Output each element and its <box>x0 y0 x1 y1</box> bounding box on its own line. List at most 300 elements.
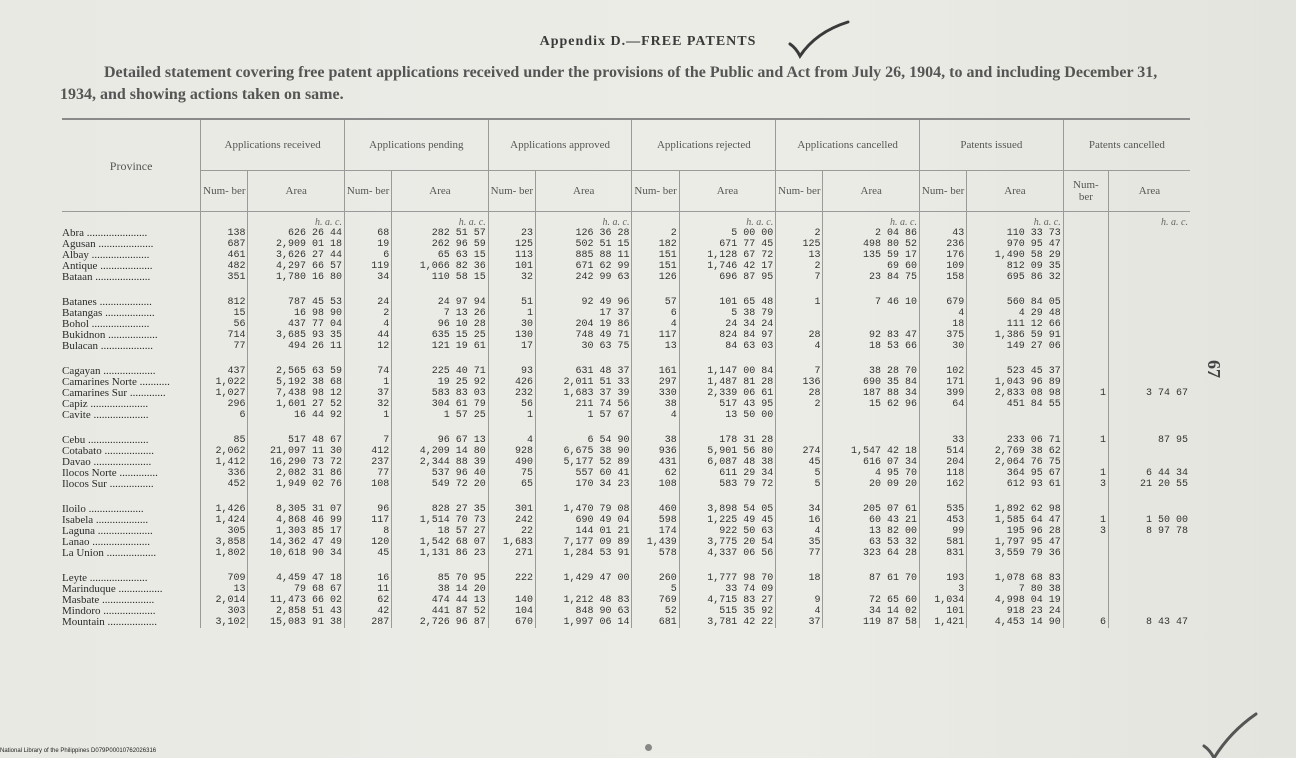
number-header: Num- ber <box>632 171 679 212</box>
number-cell: 64 <box>919 399 966 410</box>
number-cell: 9 <box>776 595 823 606</box>
area-cell: 16,290 73 72 <box>248 457 345 468</box>
number-cell: 151 <box>632 261 679 272</box>
number-cell: 4 <box>776 526 823 537</box>
province-name: Isabela ................... <box>62 515 149 526</box>
number-cell: 1,802 <box>201 548 248 559</box>
number-cell: 22 <box>488 526 535 537</box>
separator-cell <box>919 352 966 366</box>
area-cell: 1,949 02 76 <box>248 479 345 490</box>
separator-cell <box>201 352 248 366</box>
area-cell: 3,559 79 36 <box>967 548 1064 559</box>
group-separator-row <box>62 559 1190 573</box>
number-cell: 28 <box>776 388 823 399</box>
area-cell: 2,344 88 39 <box>392 457 489 468</box>
number-cell: 136 <box>776 377 823 388</box>
number-cell: 1 <box>776 297 823 308</box>
units-cell <box>488 212 535 229</box>
area-cell: 149 27 06 <box>967 341 1064 352</box>
area-cell <box>535 584 632 595</box>
number-cell: 17 <box>488 341 535 352</box>
separator-cell <box>823 421 920 435</box>
number-cell: 68 <box>344 228 391 239</box>
area-cell: 696 87 95 <box>679 272 776 283</box>
separator-cell <box>248 421 345 435</box>
separator-cell <box>344 559 391 573</box>
separator-cell <box>535 559 632 573</box>
area-cell <box>1108 308 1190 319</box>
table-row <box>62 479 1190 490</box>
number-cell: 1 <box>1063 468 1108 479</box>
separator-cell <box>823 352 920 366</box>
number-cell <box>1063 297 1108 308</box>
number-cell: 34 <box>344 272 391 283</box>
separator-cell <box>776 559 823 573</box>
units-label: h. a. c. <box>392 212 489 229</box>
table-row <box>62 228 1190 239</box>
number-header: Num- ber <box>1063 171 1108 212</box>
group-header: Applications rejected <box>632 119 776 171</box>
area-cell: 451 84 55 <box>967 399 1064 410</box>
area-header: Area <box>823 171 920 212</box>
number-cell: 598 <box>632 515 679 526</box>
handwritten-checkmark-icon <box>1200 712 1260 758</box>
area-cell: 1,777 98 70 <box>679 573 776 584</box>
separator-cell <box>392 421 489 435</box>
number-cell <box>1063 584 1108 595</box>
table-row <box>62 239 1190 250</box>
number-cell: 1 <box>1063 435 1108 446</box>
group-separator-row <box>62 283 1190 297</box>
area-cell: 671 77 45 <box>679 239 776 250</box>
table-row <box>62 617 1190 628</box>
number-cell <box>488 584 535 595</box>
province-name: Marinduque ................ <box>62 584 163 595</box>
separator-cell <box>1108 283 1190 297</box>
area-cell: 494 26 11 <box>248 341 345 352</box>
number-cell: 38 <box>632 435 679 446</box>
separator-cell <box>823 559 920 573</box>
area-header: Area <box>535 171 632 212</box>
number-cell: 237 <box>344 457 391 468</box>
number-cell: 62 <box>344 595 391 606</box>
area-cell: 748 49 71 <box>535 330 632 341</box>
area-cell: 671 62 99 <box>535 261 632 272</box>
number-cell: 56 <box>201 319 248 330</box>
area-cell: 1,490 58 29 <box>967 250 1064 261</box>
area-cell: 126 36 28 <box>535 228 632 239</box>
area-cell: 517 43 95 <box>679 399 776 410</box>
separator-cell <box>1108 559 1190 573</box>
group-separator-row <box>62 421 1190 435</box>
area-cell <box>1108 446 1190 457</box>
province-name: Bataan .................... <box>62 272 151 283</box>
number-cell: 140 <box>488 595 535 606</box>
number-cell <box>1063 504 1108 515</box>
area-cell: 144 01 21 <box>535 526 632 537</box>
area-cell: 10,618 90 34 <box>248 548 345 559</box>
number-cell: 2 <box>776 228 823 239</box>
area-cell: 323 64 28 <box>823 548 920 559</box>
separator-cell <box>776 352 823 366</box>
separator-cell <box>776 490 823 504</box>
separator-cell <box>488 490 535 504</box>
number-cell: 162 <box>919 479 966 490</box>
separator-cell <box>201 421 248 435</box>
number-cell: 7 <box>776 272 823 283</box>
area-cell: 2,858 51 43 <box>248 606 345 617</box>
area-cell: 242 99 63 <box>535 272 632 283</box>
number-cell: 679 <box>919 297 966 308</box>
area-cell: 1 57 67 <box>535 410 632 421</box>
number-cell: 45 <box>776 457 823 468</box>
number-cell: 296 <box>201 399 248 410</box>
number-cell: 271 <box>488 548 535 559</box>
area-cell <box>1108 319 1190 330</box>
area-cell: 18 53 66 <box>823 341 920 352</box>
province-name: Bulacan ................... <box>62 341 154 352</box>
area-cell: 96 10 28 <box>392 319 489 330</box>
number-cell: 171 <box>919 377 966 388</box>
number-cell: 437 <box>201 366 248 377</box>
group-header: Patents issued <box>919 119 1063 171</box>
number-cell: 52 <box>632 606 679 617</box>
sub-header-row <box>62 171 1190 212</box>
separator-cell <box>1108 490 1190 504</box>
area-cell <box>1108 341 1190 352</box>
number-cell: 32 <box>488 272 535 283</box>
number-cell: 8 <box>344 526 391 537</box>
number-cell: 412 <box>344 446 391 457</box>
number-cell: 7 <box>776 366 823 377</box>
area-cell: 537 96 40 <box>392 468 489 479</box>
number-cell: 28 <box>776 330 823 341</box>
number-cell <box>1063 330 1108 341</box>
number-cell: 1,022 <box>201 377 248 388</box>
number-cell: 687 <box>201 239 248 250</box>
province-name: Masbate ................... <box>62 595 155 606</box>
number-cell: 1,439 <box>632 537 679 548</box>
area-cell: 970 95 47 <box>967 239 1064 250</box>
area-cell: 1,386 59 91 <box>967 330 1064 341</box>
area-cell: 195 96 28 <box>967 526 1064 537</box>
area-cell: 38 14 20 <box>392 584 489 595</box>
number-cell: 23 <box>488 228 535 239</box>
number-cell <box>1063 446 1108 457</box>
area-cell: 1,547 42 18 <box>823 446 920 457</box>
area-cell <box>1108 595 1190 606</box>
area-cell: 1,212 48 83 <box>535 595 632 606</box>
number-cell: 812 <box>201 297 248 308</box>
area-cell: 690 49 04 <box>535 515 632 526</box>
area-cell: 557 60 41 <box>535 468 632 479</box>
number-cell <box>776 584 823 595</box>
area-cell: 15,083 91 38 <box>248 617 345 628</box>
number-cell: 30 <box>919 341 966 352</box>
table-row <box>62 573 1190 584</box>
separator-cell <box>632 283 679 297</box>
number-cell: 65 <box>488 479 535 490</box>
footer-note: National Library of the Philippines D079P00010762026316 <box>0 748 157 754</box>
area-cell: 65 63 15 <box>392 250 489 261</box>
area-cell: 24 97 94 <box>392 297 489 308</box>
area-cell: 1,487 81 28 <box>679 377 776 388</box>
area-cell: 1,303 85 17 <box>248 526 345 537</box>
separator-cell <box>679 421 776 435</box>
table-row <box>62 410 1190 421</box>
number-cell: 4 <box>632 319 679 330</box>
number-cell: 351 <box>201 272 248 283</box>
province-name: Abra ...................... <box>62 228 148 239</box>
area-cell: 7,438 98 12 <box>248 388 345 399</box>
units-cell <box>201 212 248 229</box>
area-cell: 13 50 00 <box>679 410 776 421</box>
number-cell: 2 <box>776 399 823 410</box>
separator-cell <box>679 559 776 573</box>
table-body <box>62 212 1190 629</box>
province-name: Capiz ..................... <box>62 399 149 410</box>
number-cell <box>776 435 823 446</box>
area-cell: 187 88 34 <box>823 388 920 399</box>
area-cell: 437 77 04 <box>248 319 345 330</box>
area-cell: 4 29 48 <box>967 308 1064 319</box>
number-cell: 99 <box>919 526 966 537</box>
area-cell: 19 25 92 <box>392 377 489 388</box>
number-cell: 5 <box>632 584 679 595</box>
number-cell: 4 <box>632 410 679 421</box>
table-row <box>62 548 1190 559</box>
area-cell: 3,781 42 22 <box>679 617 776 628</box>
separator-cell <box>1063 490 1108 504</box>
number-cell: 32 <box>344 399 391 410</box>
number-cell <box>1063 457 1108 468</box>
separator-cell <box>62 559 201 573</box>
number-cell: 2,014 <box>201 595 248 606</box>
area-cell: 1,780 16 80 <box>248 272 345 283</box>
area-cell: 60 43 21 <box>823 515 920 526</box>
area-cell <box>823 410 920 421</box>
separator-cell <box>1063 283 1108 297</box>
number-cell: 108 <box>632 479 679 490</box>
table-row <box>62 377 1190 388</box>
area-cell: 2 04 86 <box>823 228 920 239</box>
separator-cell <box>344 283 391 297</box>
number-cell: 151 <box>632 250 679 261</box>
area-cell: 211 74 56 <box>535 399 632 410</box>
number-cell: 3 <box>919 584 966 595</box>
area-cell: 8,305 31 07 <box>248 504 345 515</box>
separator-cell <box>632 421 679 435</box>
area-cell: 282 51 57 <box>392 228 489 239</box>
number-cell: 24 <box>344 297 391 308</box>
province-name: Laguna .................... <box>62 526 153 537</box>
area-cell: 92 49 96 <box>535 297 632 308</box>
number-cell: 232 <box>488 388 535 399</box>
number-cell: 2 <box>344 308 391 319</box>
area-cell <box>1108 548 1190 559</box>
area-cell: 824 84 97 <box>679 330 776 341</box>
area-cell: 4,337 06 56 <box>679 548 776 559</box>
area-cell: 225 40 71 <box>392 366 489 377</box>
province-name: Cavite .................... <box>62 410 149 421</box>
area-cell <box>823 308 920 319</box>
table-row <box>62 297 1190 308</box>
area-cell: 1,585 64 47 <box>967 515 1064 526</box>
area-cell: 92 83 47 <box>823 330 920 341</box>
number-cell: 1,421 <box>919 617 966 628</box>
group-header: Applications cancelled <box>776 119 920 171</box>
area-cell: 8 97 78 <box>1108 526 1190 537</box>
separator-cell <box>1063 352 1108 366</box>
table-row <box>62 261 1190 272</box>
area-cell <box>1108 239 1190 250</box>
area-cell: 3,898 54 05 <box>679 504 776 515</box>
area-cell: 6,087 48 38 <box>679 457 776 468</box>
province-name: Agusan .................... <box>62 239 154 250</box>
area-cell: 2,082 31 86 <box>248 468 345 479</box>
separator-cell <box>919 559 966 573</box>
handwritten-checkmark-icon <box>788 18 852 60</box>
area-cell: 498 80 52 <box>823 239 920 250</box>
number-cell: 1,683 <box>488 537 535 548</box>
separator-cell <box>62 283 201 297</box>
area-cell: 5,901 56 80 <box>679 446 776 457</box>
number-cell: 56 <box>488 399 535 410</box>
units-cell <box>776 212 823 229</box>
number-cell: 578 <box>632 548 679 559</box>
units-cell <box>919 212 966 229</box>
separator-cell <box>632 352 679 366</box>
number-cell: 193 <box>919 573 966 584</box>
number-cell: 108 <box>344 479 391 490</box>
number-cell: 101 <box>488 261 535 272</box>
separator-cell <box>919 283 966 297</box>
area-cell: 2,833 08 98 <box>967 388 1064 399</box>
area-cell: 1,470 79 08 <box>535 504 632 515</box>
separator-cell <box>967 490 1064 504</box>
province-name: Bohol ..................... <box>62 319 150 330</box>
number-cell: 37 <box>776 617 823 628</box>
units-label: h. a. c. <box>535 212 632 229</box>
number-cell: 101 <box>919 606 966 617</box>
table-row <box>62 606 1190 617</box>
number-cell: 117 <box>632 330 679 341</box>
number-cell: 303 <box>201 606 248 617</box>
separator-cell <box>1063 421 1108 435</box>
separator-cell <box>248 283 345 297</box>
table-row <box>62 468 1190 479</box>
number-cell: 62 <box>632 468 679 479</box>
number-cell: 74 <box>344 366 391 377</box>
area-cell: 2,909 01 18 <box>248 239 345 250</box>
description-paragraph: Detailed statement covering free patent applications received under the provisions of the Public and Act from July 26, 1904, to and including December 31, 1934, and showing actions taken on same. <box>60 64 1158 103</box>
number-cell: 113 <box>488 250 535 261</box>
area-cell: 523 45 37 <box>967 366 1064 377</box>
number-cell: 18 <box>919 319 966 330</box>
number-cell <box>776 308 823 319</box>
number-cell: 4 <box>776 341 823 352</box>
area-cell: 4,998 04 19 <box>967 595 1064 606</box>
separator-cell <box>823 490 920 504</box>
number-cell: 936 <box>632 446 679 457</box>
area-cell: 72 65 60 <box>823 595 920 606</box>
number-cell: 1 <box>344 377 391 388</box>
number-cell: 461 <box>201 250 248 261</box>
number-cell <box>1063 606 1108 617</box>
number-cell: 118 <box>919 468 966 479</box>
area-cell: 690 35 84 <box>823 377 920 388</box>
separator-cell <box>248 352 345 366</box>
area-cell: 85 70 95 <box>392 573 489 584</box>
number-cell: 535 <box>919 504 966 515</box>
number-cell: 460 <box>632 504 679 515</box>
area-cell: 13 82 00 <box>823 526 920 537</box>
number-cell: 581 <box>919 537 966 548</box>
separator-cell <box>62 421 201 435</box>
separator-cell <box>535 490 632 504</box>
area-cell: 34 14 02 <box>823 606 920 617</box>
area-cell: 5 00 00 <box>679 228 776 239</box>
number-cell: 7 <box>344 435 391 446</box>
number-cell: 452 <box>201 479 248 490</box>
number-cell: 260 <box>632 573 679 584</box>
area-cell <box>1108 573 1190 584</box>
number-cell: 1 <box>488 308 535 319</box>
number-cell: 375 <box>919 330 966 341</box>
number-cell: 15 <box>201 308 248 319</box>
area-cell <box>1108 366 1190 377</box>
area-cell: 635 15 25 <box>392 330 489 341</box>
number-cell: 6 <box>201 410 248 421</box>
area-cell: 1,284 53 91 <box>535 548 632 559</box>
area-cell: 611 29 34 <box>679 468 776 479</box>
number-cell: 4 <box>776 606 823 617</box>
area-cell: 14,362 47 49 <box>248 537 345 548</box>
number-cell <box>1063 239 1108 250</box>
number-cell: 301 <box>488 504 535 515</box>
separator-cell <box>248 559 345 573</box>
area-cell: 1,892 62 98 <box>967 504 1064 515</box>
number-cell: 305 <box>201 526 248 537</box>
area-cell: 4,459 47 18 <box>248 573 345 584</box>
number-cell: 42 <box>344 606 391 617</box>
area-cell: 1,078 68 83 <box>967 573 1064 584</box>
area-cell: 33 74 09 <box>679 584 776 595</box>
area-cell: 583 79 72 <box>679 479 776 490</box>
area-cell <box>1108 537 1190 548</box>
number-cell: 161 <box>632 366 679 377</box>
group-header: Applications received <box>201 119 345 171</box>
area-cell: 7,177 09 89 <box>535 537 632 548</box>
group-separator-row <box>62 490 1190 504</box>
area-cell <box>1108 250 1190 261</box>
group-separator-row <box>62 352 1190 366</box>
province-name: Batanes ................... <box>62 297 152 308</box>
area-cell: 170 34 23 <box>535 479 632 490</box>
number-cell: 287 <box>344 617 391 628</box>
page-title: Appendix D.—FREE PATENTS <box>539 34 757 49</box>
separator-cell <box>535 352 632 366</box>
separator-cell <box>344 352 391 366</box>
number-cell: 109 <box>919 261 966 272</box>
province-name: Bukidnon .................. <box>62 330 158 341</box>
number-cell: 120 <box>344 537 391 548</box>
number-cell: 85 <box>201 435 248 446</box>
area-cell: 1,542 68 07 <box>392 537 489 548</box>
separator-cell <box>967 283 1064 297</box>
area-cell: 21,097 11 30 <box>248 446 345 457</box>
number-cell: 453 <box>919 515 966 526</box>
